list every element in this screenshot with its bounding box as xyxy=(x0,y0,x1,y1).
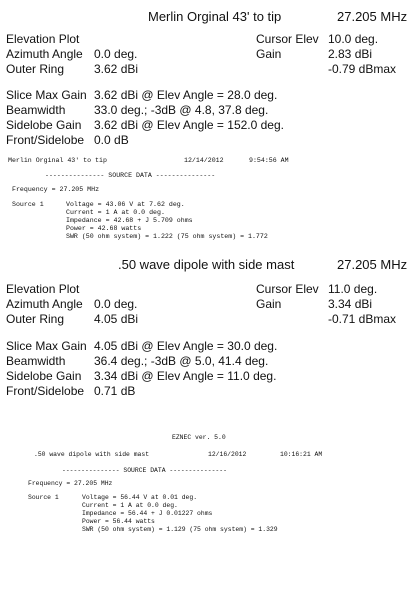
panel2-slice-value: 4.05 dBi @ Elev Angle = 30.0 deg. xyxy=(94,339,278,353)
panel2-azimuth-label: Azimuth Angle xyxy=(6,297,83,311)
panel2-beam-label: Beamwidth xyxy=(6,354,66,368)
source1-voltage: Voltage = 43.06 V at 7.62 deg. xyxy=(66,201,185,208)
panel2-azimuth-value: 0.0 deg. xyxy=(94,297,138,311)
source1-frequency: Frequency = 27.205 MHz xyxy=(12,186,100,193)
panel2-plot-label: Elevation Plot xyxy=(6,282,80,296)
source1-impedance: Impedance = 42.68 + J 5.709 ohms xyxy=(66,217,193,224)
panel1-gain-label: Gain xyxy=(256,47,282,61)
panel2-side-value: 3.34 dBi @ Elev Angle = 11.0 deg. xyxy=(94,369,277,383)
panel2-title: .50 wave dipole with side mast xyxy=(118,257,295,272)
source1-date: 12/14/2012 xyxy=(184,157,224,164)
panel1-title: Merlin Orginal 43' to tip xyxy=(148,9,282,24)
panel1-dbmax-value: -0.79 dBmax xyxy=(328,62,397,76)
panel1-plot-label: Elevation Plot xyxy=(6,32,80,46)
panel2-dbmax-value: -0.71 dBmax xyxy=(328,312,397,326)
panel1-fs-label: Front/Sidelobe xyxy=(6,133,85,147)
source1-swr: SWR (50 ohm system) = 1.222 (75 ohm system) = 1.772 xyxy=(66,233,268,240)
panel2-side-label: Sidelobe Gain xyxy=(6,369,82,383)
source2-power: Power = 56.44 watts xyxy=(82,518,155,525)
source2-date: 12/16/2012 xyxy=(208,451,247,458)
panel1-slice-label: Slice Max Gain xyxy=(6,88,87,102)
panel1-outer-value: 3.62 dBi xyxy=(94,62,139,76)
panel1-azimuth-value: 0.0 deg. xyxy=(94,47,138,61)
panel2-outer-label: Outer Ring xyxy=(6,312,65,326)
panel2-gain-label: Gain xyxy=(256,297,282,311)
panel2-cursor-value: 11.0 deg. xyxy=(328,282,378,296)
source1-source-label: Source 1 xyxy=(12,201,44,208)
panel1-beam-value: 33.0 deg.; -3dB @ 4.8, 37.8 deg. xyxy=(94,103,269,117)
panel1-gain-value: 2.83 dBi xyxy=(328,47,373,61)
panel1-cursor-label: Cursor Elev xyxy=(256,32,319,46)
panel1-side-value: 3.62 dBi @ Elev Angle = 152.0 deg. xyxy=(94,118,284,132)
source2-header: --------------- SOURCE DATA --------------- xyxy=(62,467,227,474)
panel1-slice-value: 3.62 dBi @ Elev Angle = 28.0 deg. xyxy=(94,88,278,102)
source1-name: Merlin Orginal 43' to tip xyxy=(8,157,107,164)
panel2-slice-label: Slice Max Gain xyxy=(6,339,87,353)
source2-current: Current = 1 A at 0.0 deg. xyxy=(82,502,178,509)
source1-header: --------------- SOURCE DATA --------------- xyxy=(45,172,216,179)
source2-swr: SWR (50 ohm system) = 1.129 (75 ohm system) = 1.329 xyxy=(82,526,278,533)
source2-impedance: Impedance = 56.44 + J 0.01227 ohms xyxy=(82,510,213,517)
panel1-azimuth-label: Azimuth Angle xyxy=(6,47,83,61)
source1-current: Current = 1 A at 0.0 deg. xyxy=(66,209,165,216)
source2-program: EZNEC ver. 5.0 xyxy=(172,434,226,441)
panel1-fs-value: 0.0 dB xyxy=(94,133,129,147)
panel2-outer-value: 4.05 dBi xyxy=(94,312,139,326)
panel2-beam-value: 36.4 deg.; -3dB @ 5.0, 41.4 deg. xyxy=(94,354,269,368)
source2-time: 10:16:21 AM xyxy=(280,451,323,458)
panel2-fs-label: Front/Sidelobe xyxy=(6,384,85,398)
panel2-gain-value: 3.34 dBi xyxy=(328,297,373,311)
panel2-frequency: 27.205 MHz xyxy=(337,257,408,272)
panel1-beam-label: Beamwidth xyxy=(6,103,66,117)
panel2-cursor-label: Cursor Elev xyxy=(256,282,319,296)
panel1-cursor-value: 10.0 deg. xyxy=(328,32,379,46)
source2-source-label: Source 1 xyxy=(28,494,59,501)
panel2-fs-value: 0.71 dB xyxy=(94,384,136,398)
source1-power: Power = 42.68 watts xyxy=(66,225,142,232)
panel1-frequency: 27.205 MHz xyxy=(337,9,408,24)
source2-frequency: Frequency = 27.205 MHz xyxy=(28,480,113,487)
source1-time: 9:54:56 AM xyxy=(249,157,289,164)
source2-name: .50 wave dipole with side mast xyxy=(34,451,150,458)
source2-voltage: Voltage = 56.44 V at 0.01 deg. xyxy=(82,494,198,501)
panel1-outer-label: Outer Ring xyxy=(6,62,65,76)
panel1-side-label: Sidelobe Gain xyxy=(6,118,82,132)
